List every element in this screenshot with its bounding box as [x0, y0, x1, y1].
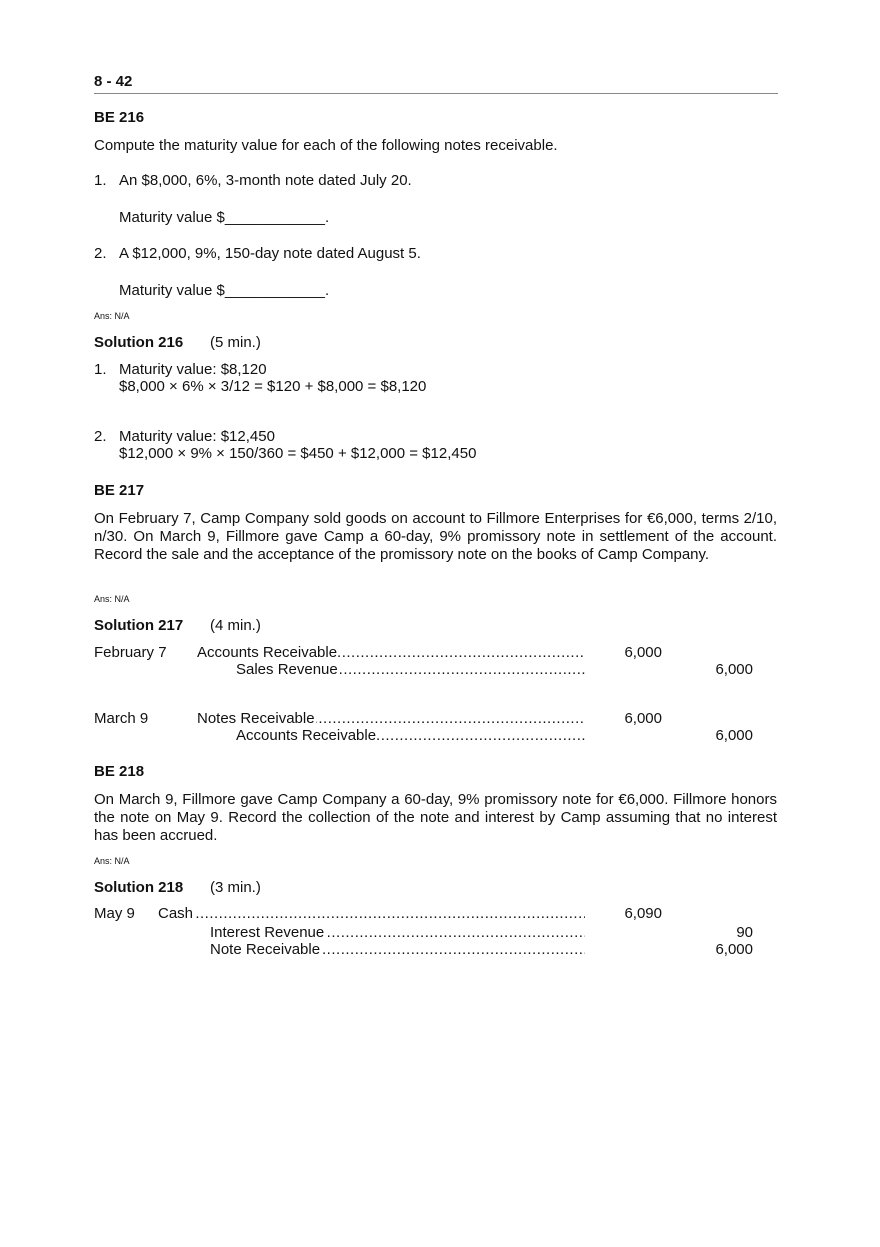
credit-amount: 90	[736, 924, 753, 941]
debit-amount: 6,000	[624, 710, 662, 727]
credit-account: Interest Revenue .....	[210, 924, 585, 942]
be218-title: BE 218	[94, 763, 145, 780]
credit-account: Note Receivable .....	[210, 941, 585, 959]
credit-amount: 6,000	[715, 661, 753, 678]
credit-amount: 6,000	[715, 727, 753, 744]
sol217-title: Solution 217	[94, 617, 184, 634]
be218-text: On March 9, Fillmore gave Camp Company a 60-day, 9% promissory note for €6,000. Fillmore honors the note on May 9. Record the collection of the note and interest by Camp assuming that no interest has been accrued.	[94, 791, 777, 844]
be216-title: BE 216	[94, 109, 145, 126]
debit-account: Accounts Receivable .....	[197, 644, 585, 662]
sol216-item-1-line2: $8,000 × 6% × 3/12 = $120 + $8,000 = $8,120	[119, 378, 427, 395]
sol216-item-1-line1: Maturity value: $8,120	[119, 361, 267, 378]
debit-amount: 6,090	[624, 905, 662, 922]
sol216-item-2-num: 2.	[94, 428, 107, 445]
be216-prompt: Compute the maturity value for each of the following notes receivable.	[94, 137, 558, 154]
be218-ans: Ans: N/A	[94, 856, 130, 866]
be217-ans: Ans: N/A	[94, 594, 130, 604]
journal-date: March 9	[94, 710, 149, 727]
credit-account: Accounts Receivable .....	[236, 727, 585, 745]
sol216-item-2-line2: $12,000 × 9% × 150/360 = $450 + $12,000 = $12,450	[119, 445, 477, 462]
be216-item-2-text: A $12,000, 9%, 150-day note dated August 5.	[119, 245, 421, 262]
sol216-item-1-num: 1.	[94, 361, 107, 378]
sol218-time: (3 min.)	[210, 879, 261, 896]
credit-amount: 6,000	[715, 941, 753, 958]
sol216-item-2-line1: Maturity value: $12,450	[119, 428, 275, 445]
be216-item-1-num: 1.	[94, 172, 107, 189]
debit-account: Cash .....	[158, 905, 585, 923]
be216-item-1-blank: Maturity value $____________.	[119, 209, 330, 226]
credit-account: Sales Revenue .....	[236, 661, 585, 679]
journal-date: May 9	[94, 905, 135, 922]
sol217-time: (4 min.)	[210, 617, 261, 634]
be216-item-1-text: An $8,000, 6%, 3-month note dated July 20.	[119, 172, 412, 189]
sol216-time: (5 min.)	[210, 334, 261, 351]
header-rule	[94, 93, 778, 94]
debit-amount: 6,000	[624, 644, 662, 661]
sol216-title: Solution 216	[94, 334, 184, 351]
debit-account: Notes Receivable .....	[197, 710, 585, 728]
be217-text: On February 7, Camp Company sold goods on account to Fillmore Enterprises for €6,000, terms 2/10, n/30. On March 9, Fillmore gave Camp a 60-day, 9% promissory note in settlement of the account. Record the sale and the acceptance of the promissory note on the books of Camp Company.	[94, 510, 777, 563]
sol218-title: Solution 218	[94, 879, 184, 896]
page-number: 8 - 42	[94, 73, 133, 90]
be216-item-2-num: 2.	[94, 245, 107, 262]
be217-title: BE 217	[94, 482, 145, 499]
journal-date: February 7	[94, 644, 167, 661]
be216-ans: Ans: N/A	[94, 311, 130, 321]
be216-item-2-blank: Maturity value $____________.	[119, 282, 330, 299]
